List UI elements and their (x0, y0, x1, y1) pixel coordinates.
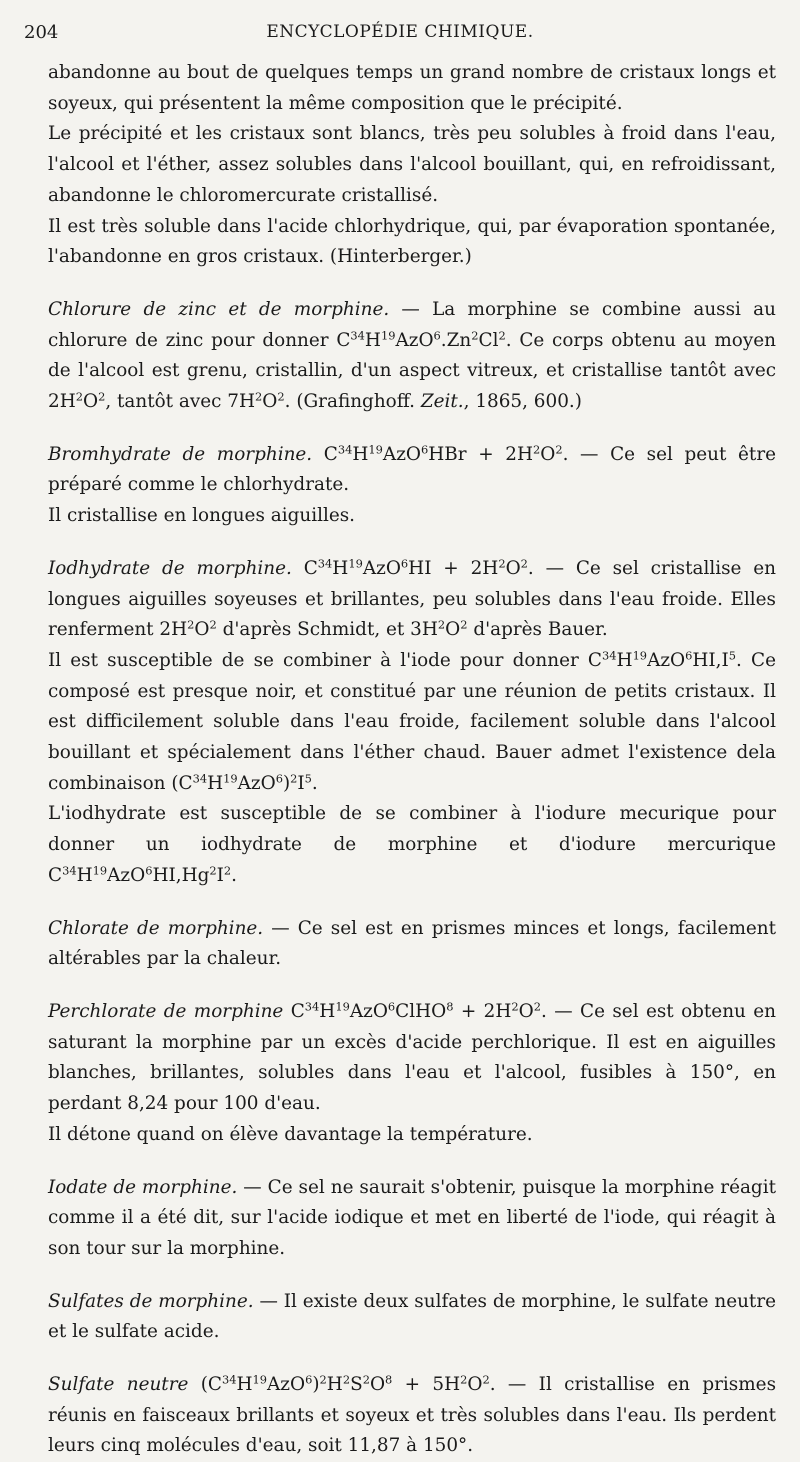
superscript: 8 (385, 1372, 393, 1387)
text-run: , tantôt avec 7H (105, 391, 256, 413)
text-run: O (83, 391, 99, 413)
paragraph (48, 58, 776, 119)
superscript: 2 (255, 389, 263, 404)
text-run: AzO (395, 329, 434, 351)
text-run: O (445, 619, 461, 641)
superscript: 2 (75, 389, 83, 404)
superscript: 34 (350, 328, 365, 343)
text-run: H (319, 1000, 336, 1022)
superscript: 6 (400, 556, 409, 571)
superscript: 2 (482, 1372, 490, 1387)
superscript: 2 (471, 328, 479, 343)
text-run: . — Ce sel cristallise en longues aiguilles soyeuses et brillantes, peu solubles dans l'eau froide. Elles renferment 2H (48, 557, 776, 641)
text-run: Il détone quand on élève davantage la température. (48, 1123, 533, 1145)
superscript: 2 (187, 617, 195, 632)
text-run: (C (188, 1374, 222, 1396)
text-run: . Ce corps obtenu au moyen de l'alcool est grenu, cristallin, d'un aspect vitreux, et cristallise tantôt avec 2H (48, 329, 776, 413)
paragraph (48, 554, 776, 646)
text-run: Le précipité et les cristaux sont blancs, très peu solubles à froid dans l'eau, l'alcool et l'éther, assez solubles dans l'alcool bouillant, qui, en refroidissant, abandonne le chloromercurate cristallisé. (48, 123, 776, 206)
page-number: 204 (24, 22, 59, 43)
superscript: 2 (520, 556, 528, 571)
text-run: H (616, 649, 633, 671)
text-run: I (297, 772, 305, 794)
paragraph (48, 997, 776, 1120)
superscript: 6 (685, 648, 693, 663)
superscript: 6 (275, 771, 283, 786)
superscript: 6 (387, 999, 396, 1014)
text-run: H (326, 1374, 343, 1396)
superscript: 34 (62, 863, 77, 878)
text-run: AzO (267, 1374, 306, 1396)
superscript: 19 (92, 863, 108, 878)
italic-run: Chlorure de zinc et de morphine. (48, 298, 390, 320)
text-run: Il est très soluble dans l'acide chlorhydrique, qui, par évaporation spontanée, l'abandonne en gros cristaux. (Hinterberger.) (48, 215, 776, 268)
text-run: O (540, 443, 556, 465)
paragraph (48, 799, 776, 891)
superscript: 5 (728, 648, 737, 663)
paragraph (48, 501, 776, 532)
superscript: 2 (223, 863, 232, 878)
text-run: AzO (362, 557, 401, 579)
superscript: 2 (209, 617, 217, 632)
italic-run: Perchlorate de morphine (48, 1000, 284, 1022)
superscript: 2 (498, 328, 506, 343)
text-run: HI,Hg (152, 864, 210, 886)
text-run: . (Grafinghoff. (284, 391, 421, 413)
text-run: . — Ce sel est obtenu en saturant la morphine par un excès d'acide perchlorique. Il est en aiguilles blanches, brillantes, solubles dans l'eau et l'alcool, fusibles à 150°, en perdant 8,24 pour 100 d'eau. (48, 1000, 776, 1115)
text-run: H (207, 772, 224, 794)
text-run: O (505, 557, 521, 579)
text-run: O (467, 1374, 483, 1396)
text-run: HI,I (692, 649, 729, 671)
text-run: HBr + 2H (428, 443, 533, 465)
running-title: ENCYCLOPÉDIE CHIMIQUE. (266, 22, 534, 42)
text-run: . (311, 772, 318, 794)
text-run: AzO (647, 649, 686, 671)
text-run: . Ce composé est presque noir, et constitué par une réunion de petits cristaux. Il est difficilement soluble dans l'eau froide, facilement soluble dans l'alcool bouillant et spécialement dans l'éther chaud. Bauer admet l'existence dela combinaison (C (48, 649, 776, 794)
text-run: I (216, 864, 224, 886)
text-run: H (236, 1374, 253, 1396)
superscript: 2 (362, 1372, 370, 1387)
text-run: HI + 2H (408, 557, 499, 579)
superscript: 5 (304, 771, 312, 786)
text-run: AzO (237, 772, 276, 794)
superscript: 2 (98, 389, 106, 404)
text-run: , 1865, 600.) (463, 391, 582, 413)
italic-run: Zeit. (420, 391, 464, 413)
text-run: O (518, 1000, 534, 1022)
paragraph (48, 1370, 776, 1462)
superscript: 19 (335, 999, 350, 1014)
text-run: O (194, 619, 210, 641)
superscript: 34 (304, 999, 320, 1014)
superscript: 2 (511, 999, 519, 1014)
text-run: d'après Bauer. (467, 619, 608, 641)
paragraph-spacer (48, 1151, 776, 1173)
superscript: 2 (533, 999, 541, 1014)
superscript: 19 (632, 648, 648, 663)
text-run: ) (312, 1374, 320, 1396)
text-run: H (352, 443, 369, 465)
superscript: 8 (446, 999, 454, 1014)
italic-run: Sulfates de morphine. (48, 1290, 254, 1312)
paragraph (48, 1173, 776, 1265)
paragraph (48, 914, 776, 975)
superscript: 2 (277, 389, 285, 404)
superscript: 19 (380, 328, 396, 343)
superscript: 2 (342, 1372, 351, 1387)
text-run: . (231, 864, 238, 886)
text-run: ) (282, 772, 291, 794)
text-run: AzO (107, 864, 146, 886)
italic-run: Sulfate neutre (48, 1374, 189, 1396)
paragraph (48, 1287, 776, 1348)
italic-run: Bromhydrate de morphine. (48, 443, 313, 465)
superscript: 34 (192, 771, 208, 786)
text-run: .Zn (440, 329, 472, 351)
superscript: 6 (420, 442, 429, 457)
text-run: H (364, 329, 381, 351)
paragraph (48, 1120, 776, 1151)
paragraph (48, 440, 776, 501)
text-run: + 5H (392, 1374, 461, 1396)
text-run: + 2H (453, 1000, 512, 1022)
text-run: . — Il cristallise en prismes réunis en faisceaux brillants et soyeux et très solubles dans l'eau. Ils perdent leurs cinq molécules d'eau, soit 11,87 à 150°. (48, 1374, 777, 1457)
superscript: 2 (319, 1372, 327, 1387)
superscript: 34 (317, 556, 333, 571)
text-run: C (283, 1000, 305, 1022)
text-run: Il est susceptible de se combiner à l'iode pour donner C (48, 649, 603, 671)
text-run: — Il existe deux sulfates de morphine, le sulfate neutre et le sulfate acide. (48, 1290, 776, 1343)
superscript: 2 (460, 617, 468, 632)
text-run: — La morphine se combine aussi au chlorure de zinc pour donner C (48, 298, 776, 351)
superscript: 2 (209, 863, 217, 878)
superscript: 2 (498, 556, 506, 571)
superscript: 2 (533, 442, 541, 457)
page-body (48, 58, 776, 1462)
paragraph (48, 295, 776, 418)
paragraph (48, 119, 776, 211)
text-run: AzO (382, 443, 421, 465)
superscript: 6 (145, 863, 153, 878)
superscript: 34 (337, 442, 353, 457)
text-run: ClHO (395, 1000, 447, 1022)
paragraph-spacer (48, 1265, 776, 1287)
superscript: 19 (223, 771, 238, 786)
text-run: C (291, 557, 318, 579)
italic-run: Chlorate de morphine. (48, 917, 264, 939)
paragraph-spacer (48, 273, 776, 295)
paragraph (48, 646, 776, 800)
text-run: O (262, 391, 278, 413)
paragraph-spacer (48, 1348, 776, 1370)
paragraph-spacer (48, 532, 776, 554)
page-header (24, 22, 776, 52)
text-run: Il cristallise en longues aiguilles. (48, 505, 356, 527)
text-run: L'iodhydrate est susceptible de se combiner à l'iodure mecurique pour donner un iodhydrate de morphine et d'iodure mercurique C (48, 803, 776, 886)
italic-run: Iodate de morphine. (48, 1176, 238, 1198)
superscript: 19 (348, 556, 363, 571)
text-run: Cl (478, 329, 499, 351)
text-run: S (350, 1374, 363, 1396)
text-run: — Ce sel ne saurait s'obtenir, puisque la morphine réagit comme il a été dit, sur l'acide iodique et met en liberté de l'iode, qui réagit à son tour sur la morphine. (48, 1176, 776, 1259)
text-run: H (76, 864, 93, 886)
paragraph-spacer (48, 418, 776, 440)
paragraph (48, 212, 776, 273)
text-run: C (312, 443, 338, 465)
superscript: 19 (252, 1372, 268, 1387)
superscript: 2 (555, 442, 563, 457)
text-run: O (369, 1374, 386, 1396)
text-run: AzO (349, 1000, 388, 1022)
paragraph-spacer (48, 892, 776, 914)
text-run: . — Ce sel peut être préparé comme le chlorhydrate. (48, 443, 776, 496)
text-run: H (332, 557, 349, 579)
superscript: 2 (290, 771, 298, 786)
italic-run: Iodhydrate de morphine. (48, 557, 292, 579)
superscript: 34 (602, 648, 617, 663)
superscript: 2 (437, 617, 446, 632)
superscript: 6 (305, 1372, 313, 1387)
superscript: 34 (221, 1372, 237, 1387)
text-run: d'après Schmidt, et 3H (216, 619, 438, 641)
superscript: 19 (368, 442, 383, 457)
superscript: 2 (460, 1372, 468, 1387)
superscript: 6 (433, 328, 441, 343)
text-run: abandonne au bout de quelques temps un grand nombre de cristaux longs et soyeux, qui présentent la même composition que le précipité. (48, 62, 776, 114)
text-run: — Ce sel est en prismes minces et longs, facilement altérables par la chaleur. (48, 917, 776, 970)
paragraph-spacer (48, 975, 776, 997)
